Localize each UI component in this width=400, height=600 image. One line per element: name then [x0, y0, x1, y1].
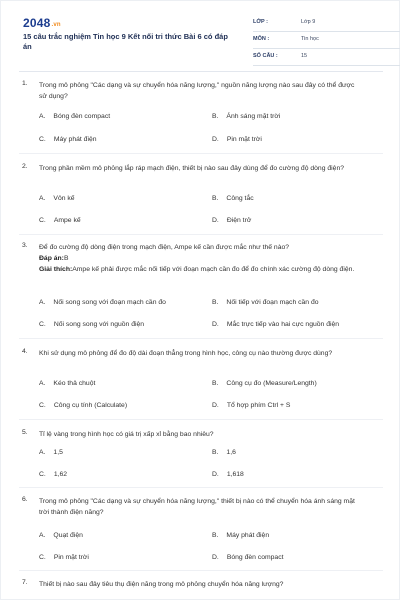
option-letter: C.: [39, 402, 46, 409]
option-text: 1,62: [53, 471, 68, 478]
option-letter: A.: [39, 195, 46, 202]
option-letter: B.: [212, 195, 219, 202]
option-text: Quạt điện: [53, 532, 83, 539]
option-text: Ánh sáng mặt trời: [226, 113, 281, 120]
option-c[interactable]: [39, 320, 144, 329]
question-separator: [19, 487, 383, 488]
question-3: [19, 242, 383, 334]
site-logo[interactable]: [23, 17, 61, 31]
option-a[interactable]: [39, 298, 166, 307]
option-text: Công cụ tính (Calculate): [53, 402, 128, 409]
option-letter: C.: [39, 554, 46, 561]
option-letter: C.: [39, 321, 46, 328]
question-text: Trong phần mềm mô phỏng lắp ráp mạch điện, thiết bị nào sau đây dùng để đo cường độ dòng điện?: [39, 165, 345, 172]
option-letter: B.: [212, 380, 219, 387]
answer-line: [39, 253, 361, 264]
option-b[interactable]: [212, 448, 236, 457]
question-number: 7.: [22, 579, 28, 586]
question-separator: [19, 419, 383, 420]
question-number: 3.: [22, 242, 28, 249]
question-5: [19, 429, 383, 481]
meta-label: MÔN :: [253, 36, 270, 42]
option-text: 1,618: [226, 471, 244, 478]
question-number: 5.: [22, 429, 28, 436]
meta-row-subject: [253, 32, 400, 49]
option-c[interactable]: [39, 401, 127, 410]
option-letter: D.: [212, 554, 219, 561]
option-text: Công cụ đo (Measure/Length): [226, 380, 317, 387]
question-number: 2.: [22, 163, 28, 170]
option-b[interactable]: [212, 298, 319, 307]
option-letter: A.: [39, 449, 46, 456]
option-letter: C.: [39, 136, 46, 143]
option-b[interactable]: [212, 194, 254, 203]
option-c[interactable]: [39, 135, 97, 144]
page-header: [19, 15, 383, 65]
option-a[interactable]: [39, 112, 110, 121]
option-letter: D.: [212, 217, 219, 224]
option-b[interactable]: [212, 379, 317, 388]
logo-number: 2048: [23, 16, 51, 30]
option-letter: D.: [212, 402, 219, 409]
explanation-text: Ampe kế phải được mắc nối tiếp với đoạn mạch cần đo để đo chính xác cường độ dòng điện.: [72, 266, 355, 273]
option-letter: A.: [39, 113, 46, 120]
option-d[interactable]: [212, 470, 244, 479]
option-text: 1,6: [226, 449, 236, 456]
question-7: [19, 579, 383, 593]
question-separator: [19, 153, 383, 154]
meta-value: Lớp 9: [301, 19, 316, 25]
question-text: Để đo cường độ dòng điện trong mạch điện, Ampe kế cần được mắc như thế nào?: [39, 244, 290, 251]
question-separator: [19, 570, 383, 571]
option-a[interactable]: [39, 194, 75, 203]
option-letter: A.: [39, 380, 46, 387]
option-text: Điện trở: [226, 217, 252, 224]
option-text: Tổ hợp phím Ctrl + S: [226, 402, 291, 409]
logo-tld: .vn: [51, 22, 61, 28]
option-letter: A.: [39, 299, 46, 306]
option-c[interactable]: [39, 470, 67, 479]
question-text: Trong mô phỏng "Các dạng và sự chuyển hóa năng lượng," nguồn năng lượng nào sau đây có thể được sử dụng?: [39, 82, 355, 100]
question-6: [19, 496, 383, 564]
option-letter: B.: [212, 449, 219, 456]
option-text: Pin mặt trời: [226, 136, 262, 143]
option-letter: B.: [212, 532, 219, 539]
option-text: Ampe kế: [53, 217, 81, 224]
meta-row-count: [253, 49, 400, 66]
option-letter: C.: [39, 471, 46, 478]
option-text: Bóng đèn compact: [226, 554, 284, 561]
page-title: 15 câu trắc nghiệm Tin học 9 Kết nối tri thức Bài 6 có đáp án: [23, 32, 228, 51]
question-text: Khi sử dụng mô phỏng để đo độ dài đoạn thẳng trong hình học, công cụ nào thường được dùng?: [39, 350, 333, 357]
option-letter: B.: [212, 113, 219, 120]
explanation: [39, 264, 361, 275]
option-text: Bóng đèn compact: [53, 113, 111, 120]
option-text: Vôn kế: [53, 195, 75, 202]
question-separator: [19, 338, 383, 339]
option-c[interactable]: [39, 553, 89, 562]
option-text: Công tắc: [226, 195, 254, 202]
option-text: 1,5: [53, 449, 63, 456]
meta-value: Tin học: [301, 36, 319, 42]
option-b[interactable]: [212, 112, 280, 121]
option-letter: D.: [212, 471, 219, 478]
meta-label: LỚP :: [253, 19, 268, 25]
question-number: 4.: [22, 348, 28, 355]
question-4: [19, 348, 383, 416]
option-d[interactable]: [212, 553, 284, 562]
option-d[interactable]: [212, 401, 290, 410]
option-a[interactable]: [39, 448, 63, 457]
option-letter: D.: [212, 136, 219, 143]
answer-value: B: [63, 255, 69, 262]
option-text: Máy phát điện: [226, 532, 270, 539]
meta-panel: [253, 15, 400, 66]
option-d[interactable]: [212, 320, 339, 329]
header-divider: [19, 71, 383, 72]
explanation-label: Giải thích:: [39, 266, 73, 273]
question-1: [19, 80, 383, 150]
option-b[interactable]: [212, 531, 269, 540]
option-d[interactable]: [212, 216, 251, 225]
option-text: Nối song song với đoạn mạch cần đo: [53, 299, 166, 306]
option-letter: C.: [39, 217, 46, 224]
option-text: Pin mặt trời: [53, 554, 89, 561]
option-a[interactable]: [39, 531, 83, 540]
option-text: Máy phát điện: [53, 136, 97, 143]
question-number: 6.: [22, 496, 28, 503]
meta-value: 15: [301, 53, 308, 59]
option-a[interactable]: [39, 379, 95, 388]
option-letter: B.: [212, 299, 219, 306]
option-c[interactable]: [39, 216, 81, 225]
option-d[interactable]: [212, 135, 262, 144]
option-text: Nối song song với nguồn điện: [53, 321, 145, 328]
option-letter: A.: [39, 532, 46, 539]
option-text: Kéo thả chuột: [53, 380, 96, 387]
question-text: Thiết bị nào sau đây tiêu thụ điện năng trong mô phỏng chuyển hóa năng lượng?: [39, 581, 284, 588]
question-text: Tỉ lệ vàng trong hình học có giá trị xấp xỉ bằng bao nhiêu?: [39, 431, 214, 438]
meta-row-grade: [253, 15, 400, 32]
option-text: Nối tiếp với đoạn mạch cần đo: [226, 299, 319, 306]
option-letter: D.: [212, 321, 219, 328]
question-separator: [19, 234, 383, 235]
answer-label: Đáp án:: [39, 255, 64, 262]
question-2: [19, 163, 383, 231]
option-text: Mắc trực tiếp vào hai cực nguồn điện: [226, 321, 340, 328]
question-number: 1.: [22, 80, 28, 87]
meta-label: SỐ CÂU :: [253, 53, 278, 59]
question-text: Trong mô phỏng "Các dạng và sự chuyển hóa năng lượng," thiết bị nào có thể chuyển hóa ánh sáng mặt trời thành điện năng?: [39, 498, 355, 516]
